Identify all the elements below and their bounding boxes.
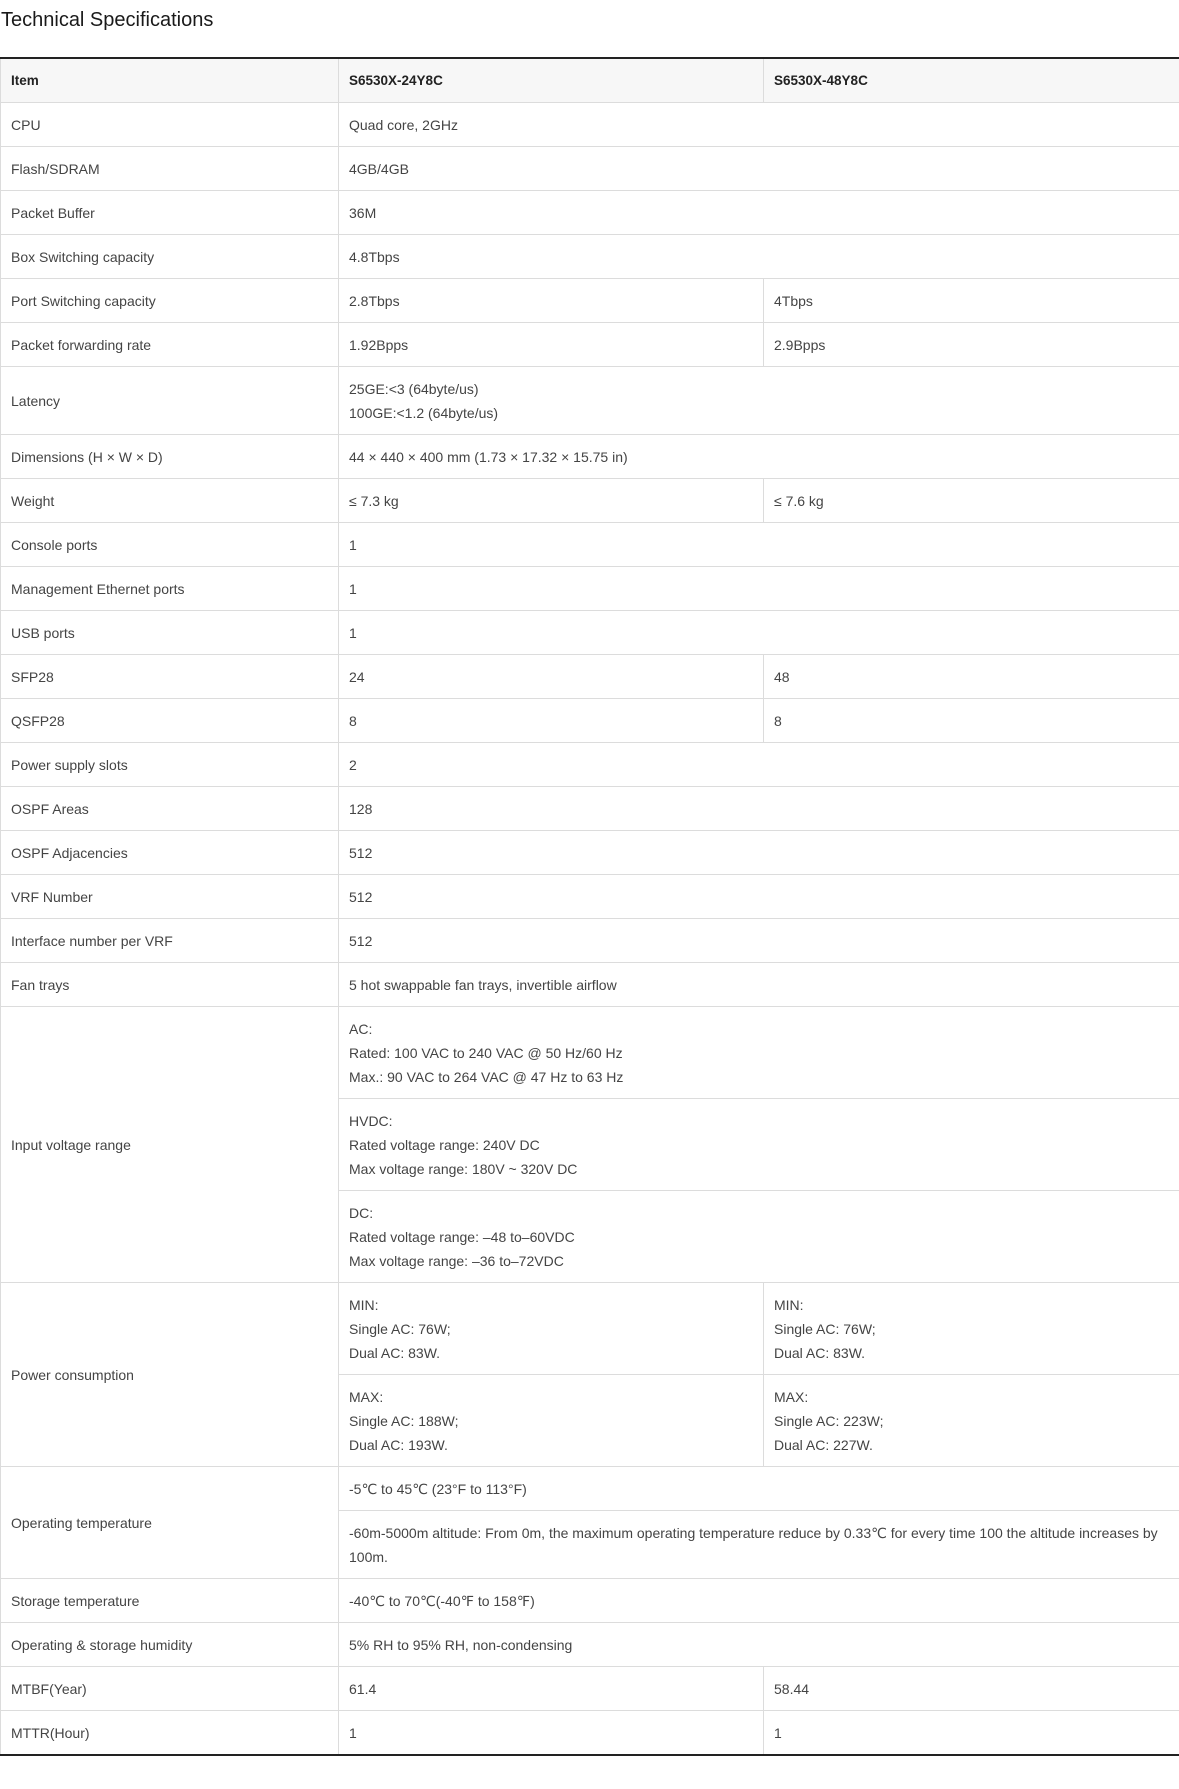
table-row (1, 1579, 1179, 1623)
cell-line: 48 (774, 669, 790, 685)
table-row (1, 1711, 1179, 1756)
row-label: Port Switching capacity (1, 279, 339, 323)
row-label: CPU (1, 103, 339, 147)
cell-line: Rated voltage range: 240V DC (349, 1137, 540, 1153)
value-shared (339, 875, 1179, 919)
cell-line: Max voltage range: –36 to–72VDC (349, 1253, 564, 1269)
cell-line: ≤ 7.6 kg (774, 493, 824, 509)
row-label: OSPF Adjacencies (1, 831, 339, 875)
cell-line: 25GE:<3 (64byte/us) (349, 381, 479, 397)
cell-line: 61.4 (349, 1681, 377, 1697)
cell-line: AC: (349, 1021, 373, 1037)
value-model-b (764, 655, 1179, 699)
cell-line: 100GE:<1.2 (64byte/us) (349, 405, 499, 421)
spec-table (0, 57, 1179, 1756)
value-shared (339, 743, 1179, 787)
value-shared (339, 787, 1179, 831)
table-row (1, 1283, 1179, 1375)
cell-line: 2.9Bpps (774, 337, 826, 353)
value-model-b (764, 1283, 1179, 1375)
table-row (1, 1007, 1179, 1099)
table-row (1, 567, 1179, 611)
table-row (1, 875, 1179, 919)
value-shared (339, 831, 1179, 875)
cell-line: Dual AC: 227W. (774, 1437, 873, 1453)
cell-line: 4.8Tbps (349, 249, 400, 265)
value-shared (339, 567, 1179, 611)
row-label: Operating temperature (1, 1467, 339, 1579)
cell-line: 2 (349, 757, 357, 773)
value-shared (339, 191, 1179, 235)
cell-line: 4Tbps (774, 293, 813, 309)
value-model-a (339, 1283, 764, 1375)
value-model-b (764, 1711, 1179, 1756)
cell-line: MAX: (774, 1389, 809, 1405)
value-model-a (339, 279, 764, 323)
value-model-a (339, 699, 764, 743)
table-row (1, 611, 1179, 655)
row-label: Storage temperature (1, 1579, 339, 1623)
row-label: MTBF(Year) (1, 1667, 339, 1711)
table-row (1, 831, 1179, 875)
cell-line: 8 (349, 713, 357, 729)
row-label: Box Switching capacity (1, 235, 339, 279)
cell-line: Rated voltage range: –48 to–60VDC (349, 1229, 575, 1245)
table-row (1, 1467, 1179, 1511)
table-row (1, 787, 1179, 831)
value-model-b (764, 1375, 1179, 1467)
cell-line: 1 (774, 1725, 782, 1741)
table-row (1, 699, 1179, 743)
cell-line: Quad core, 2GHz (349, 117, 458, 133)
cell-line: 58.44 (774, 1681, 810, 1697)
cell-line: Single AC: 223W; (774, 1413, 884, 1429)
cell-line: 44 × 440 × 400 mm (1.73 × 17.32 × 15.75 in) (349, 449, 628, 465)
value-shared (339, 1099, 1179, 1191)
cell-line: -60m-5000m altitude: From 0m, the maximum operating temperature reduce by 0.33℃ for every time 100 the altitude increases by 100m. (349, 1525, 1158, 1565)
row-label: Weight (1, 479, 339, 523)
row-label: USB ports (1, 611, 339, 655)
row-label: QSFP28 (1, 699, 339, 743)
cell-line: 1 (349, 537, 357, 553)
value-shared (339, 1511, 1179, 1579)
table-row (1, 655, 1179, 699)
cell-line: MIN: (774, 1297, 804, 1313)
cell-line: Single AC: 188W; (349, 1413, 459, 1429)
cell-line: 1.92Bpps (349, 337, 409, 353)
row-label: OSPF Areas (1, 787, 339, 831)
value-shared (339, 1007, 1179, 1099)
table-row (1, 1623, 1179, 1667)
cell-line: Rated: 100 VAC to 240 VAC @ 50 Hz/60 Hz (349, 1045, 623, 1061)
cell-line: 4GB/4GB (349, 161, 409, 177)
table-row (1, 103, 1179, 147)
cell-line: Dual AC: 83W. (774, 1345, 866, 1361)
row-label: Packet Buffer (1, 191, 339, 235)
value-shared (339, 103, 1179, 147)
cell-line: 36M (349, 205, 377, 221)
row-label: Flash/SDRAM (1, 147, 339, 191)
cell-line: Single AC: 76W; (774, 1321, 876, 1337)
table-row (1, 435, 1179, 479)
cell-line: 512 (349, 845, 373, 861)
cell-line: MAX: (349, 1389, 384, 1405)
row-label: Input voltage range (1, 1007, 339, 1283)
value-model-a (339, 1375, 764, 1467)
cell-line: 1 (349, 581, 357, 597)
cell-line: DC: (349, 1205, 374, 1221)
value-shared (339, 1623, 1179, 1667)
value-shared (339, 523, 1179, 567)
value-shared (339, 919, 1179, 963)
cell-line: Max.: 90 VAC to 264 VAC @ 47 Hz to 63 Hz (349, 1069, 624, 1085)
row-label: SFP28 (1, 655, 339, 699)
value-model-b (764, 699, 1179, 743)
row-label: Packet forwarding rate (1, 323, 339, 367)
cell-line: 8 (774, 713, 782, 729)
cell-line: HVDC: (349, 1113, 393, 1129)
cell-line: Max voltage range: 180V ~ 320V DC (349, 1161, 578, 1177)
value-model-b (764, 323, 1179, 367)
table-row (1, 323, 1179, 367)
table-row (1, 523, 1179, 567)
cell-line: -5℃ to 45℃ (23°F to 113°F) (349, 1481, 527, 1497)
value-model-a (339, 655, 764, 699)
cell-line: 512 (349, 889, 373, 905)
value-shared (339, 1579, 1179, 1623)
table-row (1, 1667, 1179, 1711)
cell-line: Dual AC: 193W. (349, 1437, 448, 1453)
table-row (1, 919, 1179, 963)
cell-line: 128 (349, 801, 373, 817)
header-model-a: S6530X-24Y8C (339, 58, 764, 103)
row-label: Management Ethernet ports (1, 567, 339, 611)
row-label: Fan trays (1, 963, 339, 1007)
row-label: VRF Number (1, 875, 339, 919)
cell-line: -40℃ to 70℃(-40℉ to 158℉) (349, 1593, 535, 1609)
value-model-a (339, 479, 764, 523)
header-model-b: S6530X-48Y8C (764, 58, 1179, 103)
table-row (1, 479, 1179, 523)
cell-line: MIN: (349, 1297, 379, 1313)
table-row (1, 191, 1179, 235)
row-label: Power consumption (1, 1283, 339, 1467)
value-shared (339, 1191, 1179, 1283)
cell-line: 1 (349, 1725, 357, 1741)
value-shared (339, 235, 1179, 279)
table-row (1, 743, 1179, 787)
row-label: Power supply slots (1, 743, 339, 787)
value-shared (339, 611, 1179, 655)
row-label: Console ports (1, 523, 339, 567)
row-label: Dimensions (H × W × D) (1, 435, 339, 479)
row-label: MTTR(Hour) (1, 1711, 339, 1756)
page-title: Technical Specifications (1, 9, 214, 31)
cell-line: 5% RH to 95% RH, non-condensing (349, 1637, 573, 1653)
cell-line: ≤ 7.3 kg (349, 493, 399, 509)
table-row (1, 235, 1179, 279)
value-shared (339, 367, 1179, 435)
value-shared (339, 1467, 1179, 1511)
cell-line: Single AC: 76W; (349, 1321, 451, 1337)
cell-line: 512 (349, 933, 373, 949)
cell-line: 5 hot swappable fan trays, invertible airflow (349, 977, 617, 993)
value-model-a (339, 323, 764, 367)
value-model-a (339, 1711, 764, 1756)
row-label: Latency (1, 367, 339, 435)
header-item: Item (1, 58, 339, 103)
value-model-b (764, 479, 1179, 523)
spec-table-body (1, 58, 1179, 1755)
table-row (1, 963, 1179, 1007)
value-shared (339, 963, 1179, 1007)
cell-line: Dual AC: 83W. (349, 1345, 441, 1361)
cell-line: 1 (349, 625, 357, 641)
row-label: Interface number per VRF (1, 919, 339, 963)
table-row (1, 367, 1179, 435)
value-shared (339, 435, 1179, 479)
value-model-b (764, 1667, 1179, 1711)
table-header-row (1, 58, 1179, 103)
table-row (1, 279, 1179, 323)
row-label: Operating & storage humidity (1, 1623, 339, 1667)
table-row (1, 147, 1179, 191)
value-model-a (339, 1667, 764, 1711)
value-shared (339, 147, 1179, 191)
cell-line: 2.8Tbps (349, 293, 400, 309)
cell-line: 24 (349, 669, 365, 685)
value-model-b (764, 279, 1179, 323)
